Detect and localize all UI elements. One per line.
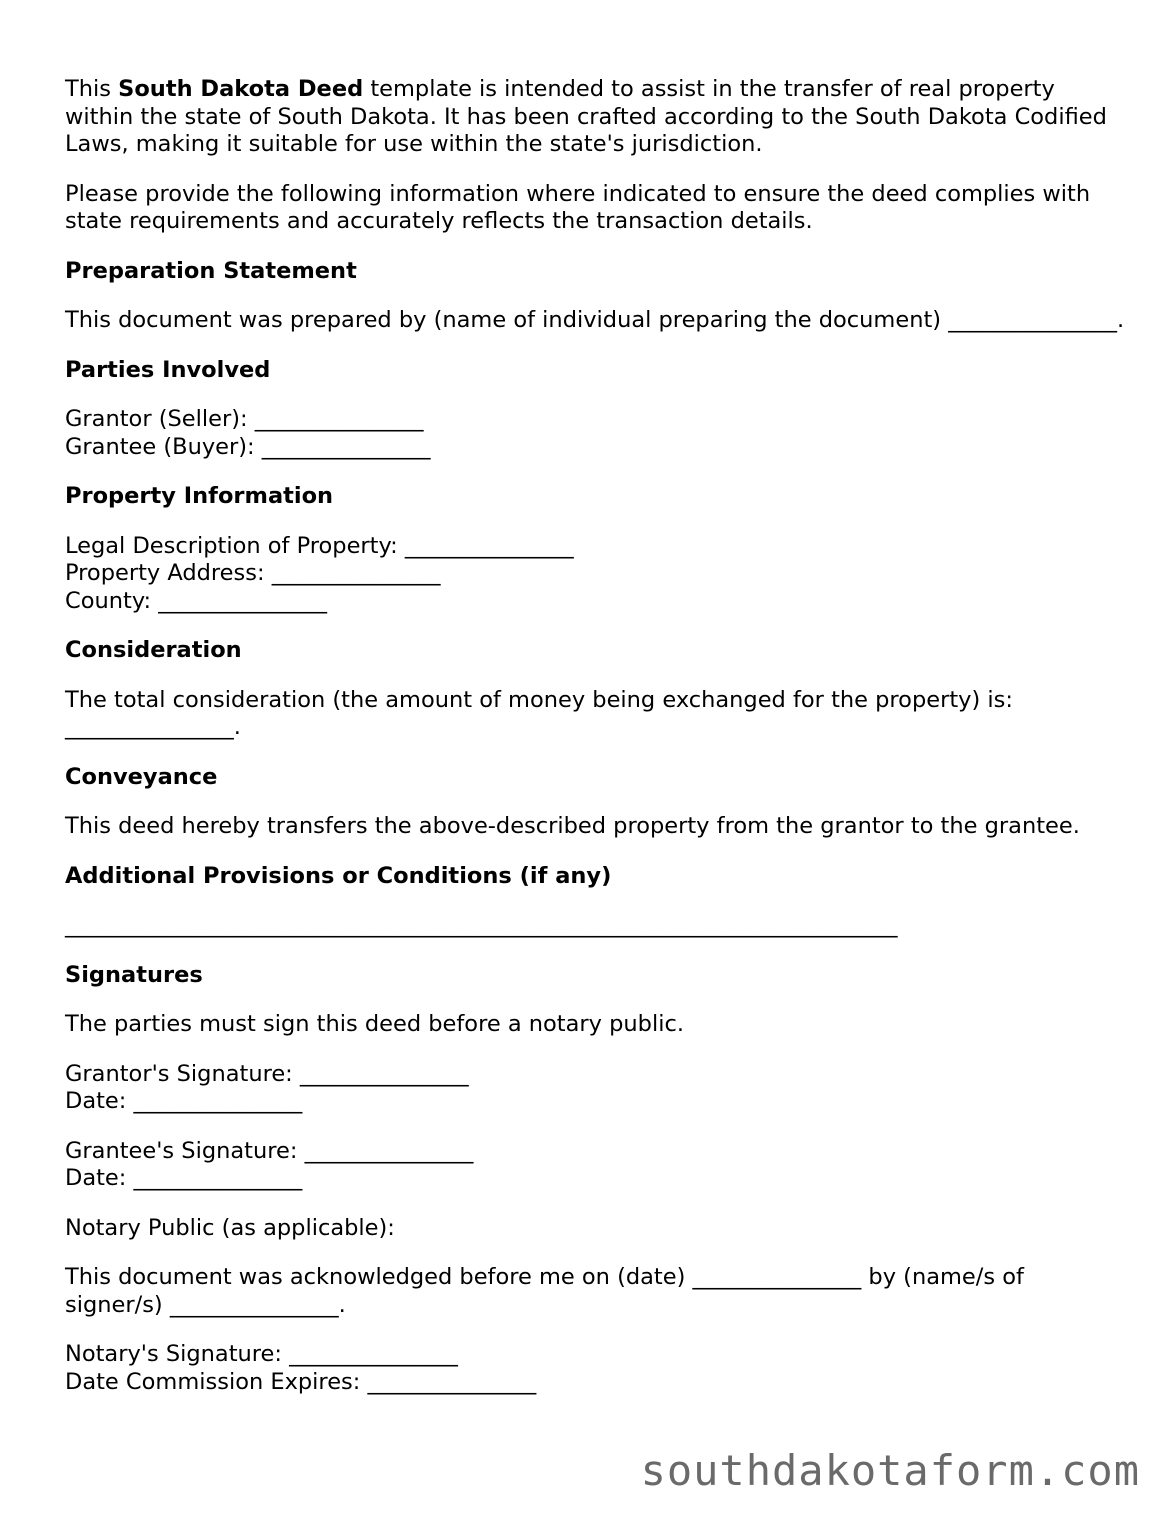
- signatures-intro: The parties must sign this deed before a notary public.: [65, 1011, 684, 1037]
- property-address-field: Property Address: _______________: [65, 560, 441, 586]
- additional-provisions-line: __________________________________________________________________________: [65, 912, 898, 938]
- notary-acknowledgment: This document was acknowledged before me on (date) _______________ by (name/s of signer/s) _______________.: [65, 1264, 1024, 1318]
- notary-heading: Notary Public (as applicable):: [65, 1214, 395, 1241]
- preparation-heading: Preparation Statement: [65, 257, 357, 284]
- conveyance-heading: Conveyance: [65, 763, 218, 790]
- intro-suffix: template is intended to assist in the transfer of real property within the state of South Dakota. It has been crafted according to the South Dakota Codified Laws, making it suitable for use within the state's jurisdiction.: [65, 76, 1107, 157]
- consideration-text: The total consideration (the amount of money being exchanged for the property) is: _______________.: [65, 686, 1013, 740]
- parties-heading: Parties Involved: [65, 356, 271, 383]
- legal-description-field: Legal Description of Property: _______________: [65, 532, 574, 559]
- notary-signature-block: [65, 1341, 1125, 1396]
- grantee-signature-block: [65, 1138, 1125, 1193]
- grantor-date-field: Date: _______________: [65, 1088, 303, 1114]
- intro-paragraph: [65, 76, 1125, 159]
- grantor-field: Grantor (Seller): _______________: [65, 406, 424, 432]
- consideration-heading: Consideration: [65, 637, 242, 663]
- conveyance-text: This deed hereby transfers the above-described property from the grantor to the grantee.: [65, 813, 1080, 839]
- county-field: County: _______________: [65, 587, 327, 614]
- parties-block: [65, 406, 1125, 461]
- grantee-field: Grantee (Buyer): _______________: [65, 433, 431, 460]
- instructions-paragraph: Please provide the following information where indicated to ensure the deed complies with state requirements and accurately reflects the transaction details.: [65, 180, 1091, 234]
- grantee-signature-field: Grantee's Signature: _______________: [65, 1137, 474, 1164]
- site-watermark: southdakotaform.com: [640, 1446, 1140, 1495]
- additional-heading: Additional Provisions or Conditions (if any): [65, 862, 612, 889]
- intro-prefix: This: [65, 76, 119, 102]
- deed-document: [65, 76, 1125, 1396]
- notary-signature-field: Notary's Signature: _______________: [65, 1341, 458, 1367]
- signatures-heading: Signatures: [65, 961, 203, 988]
- grantor-signature-block: [65, 1061, 1125, 1116]
- property-heading: Property Information: [65, 483, 334, 509]
- intro-title: South Dakota Deed: [118, 76, 364, 102]
- commission-expiry-field: Date Commission Expires: _______________: [65, 1368, 537, 1395]
- preparation-text: This document was prepared by (name of individual preparing the document) _______________.: [65, 307, 1125, 333]
- grantor-signature-field: Grantor's Signature: _______________: [65, 1060, 469, 1087]
- property-block: [65, 533, 1125, 616]
- grantee-date-field: Date: _______________: [65, 1165, 303, 1191]
